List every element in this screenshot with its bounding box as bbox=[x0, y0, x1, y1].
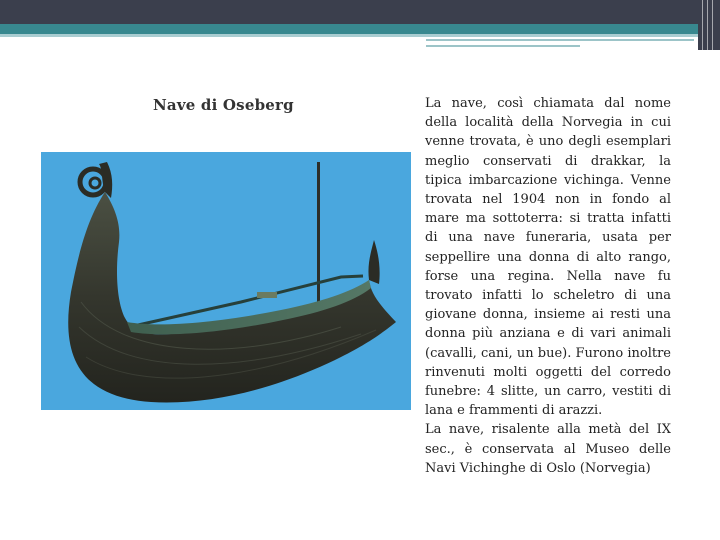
description-paragraph-2: La nave, risalente alla metà del IX sec., è conservata al Museo delle Navi Vichinghe di Oslo (Norvegia) bbox=[425, 422, 671, 476]
oseberg-ship-photo bbox=[41, 152, 411, 410]
slide-title: Nave di Oseberg bbox=[153, 96, 294, 114]
header-teal-band bbox=[0, 24, 698, 34]
header-bar bbox=[0, 0, 720, 24]
description-paragraph-1: La nave, così chiamata dal nome della località della Norvegia in cui venne trovata, è uno degli esemplari meglio conservati di drakkar, la tipica imbarcazione vichinga. Venne trovata nel 1904 non in fondo al mare ma sottoterra: si tratta infatti di una nave funeraria, usata per seppellire una donna di alto rango, forse una regina. Nella nave fu trovato infatti lo scheletro di una giovane donna, insieme ai resti una donna più anziana e di vari animali (cavalli, cani, un bue). Furono inoltre rinvenuti molti oggetti del corredo funebre: 4 slitte, un carro, vestiti di lana e frammenti di arazzi. bbox=[425, 96, 671, 419]
header-accent-line-short bbox=[426, 45, 580, 47]
header-teal-band-light bbox=[0, 34, 698, 37]
header-edge-block bbox=[698, 0, 720, 50]
ship-deck-box bbox=[257, 292, 277, 298]
header-accent-line-long bbox=[426, 39, 694, 41]
ship-mast bbox=[317, 162, 320, 312]
description-text bbox=[425, 94, 671, 478]
